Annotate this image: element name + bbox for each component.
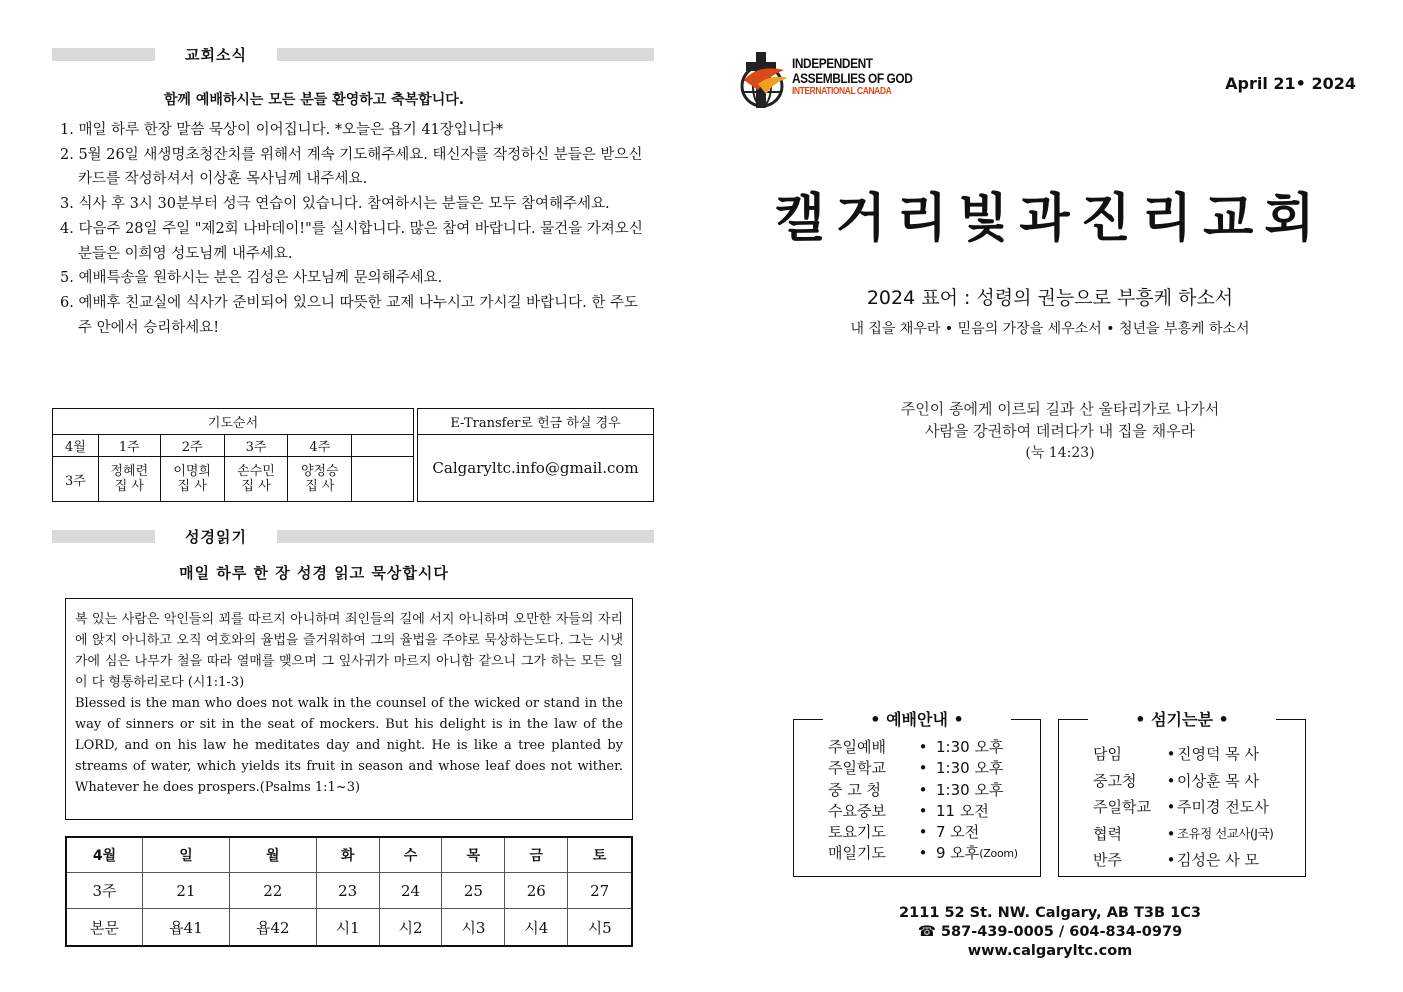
scripture-english: Blessed is the man who does not walk in the counsel of the wicked or stand in the way of sinners or sit in the seat of mockers. But his delight is in the law of the LORD, and on his law he meditates day and night. He is like a tree planted by streams of water, which yields its fruit in season and whose leaf does not wither. Whatever he does prospers.(Psalms 1:1~3) [75, 696, 623, 795]
minister-role: 반주 [1093, 851, 1122, 869]
logo-line: INDEPENDENT [792, 55, 873, 71]
minister-name: 이상훈 목 사 [1177, 771, 1259, 790]
minister-name: 주미경 전도사 [1177, 798, 1269, 816]
plan-date-cell: 3주 [66, 873, 143, 909]
service-name: 토요기도 [828, 823, 886, 842]
news-item: 5. 예배특송을 원하시는 분은 김성은 사모님께 문의해주세요. [60, 270, 443, 287]
minister-name: 김성은 사 모 [1177, 851, 1259, 869]
news-section-title: 교회소식 [185, 46, 247, 64]
church-name: 캘거리빛과진리교회 [774, 189, 1326, 249]
prayer-week-label: 2주 [160, 435, 224, 457]
prayer-person-title: 집 사 [177, 479, 207, 494]
service-row [828, 822, 1018, 843]
bullet-separator: • [918, 780, 928, 799]
verse-line: 사람을 강권하여 데려다가 내 집을 채우라 [924, 422, 1196, 440]
plan-date-cell: 25 [442, 873, 505, 909]
news-item: 6. 예배후 친교실에 식사가 준비되어 있으니 따뜻한 교제 나누시고 가시길 바랍니다. 한 주도 주 안에서 승리하세요! [60, 294, 639, 336]
globe-cross-icon [738, 50, 794, 110]
verse-line: 주인이 종에게 이르되 길과 산 울타리가로 나가서 [900, 400, 1220, 418]
prayer-person-name: 이명희 [173, 464, 211, 479]
prayer-person-title: 집 사 [114, 479, 144, 494]
prayer-person-name: 손수민 [237, 464, 275, 479]
prayer-person [160, 457, 224, 502]
logo-line: ASSEMBLIES OF GOD [792, 70, 913, 86]
service-row [828, 801, 1018, 822]
plan-header-cell: 월 [229, 837, 316, 873]
minister-row [1093, 821, 1273, 848]
prayer-person-name: 정혜련 [110, 464, 149, 479]
news-item: 3. 식사 후 3시 30분부터 성극 연습이 있습니다. 참여하시는 분들은 모두 참여해주세요. [60, 196, 610, 213]
service-name: 주일예배 [828, 738, 886, 756]
prayer-person-name: 양정승 [301, 464, 339, 479]
service-time: 7 오전 [936, 823, 980, 842]
service-time: 1:30 오후 [936, 738, 1004, 756]
plan-header-cell: 목 [442, 837, 505, 873]
header-bar [277, 48, 654, 61]
minister-role: 담임 [1093, 745, 1122, 763]
bullet-separator: • [918, 823, 928, 842]
minister-info-title: • 섬기는분 • [1135, 710, 1229, 729]
prayer-person [288, 457, 352, 502]
header-bar [277, 530, 654, 543]
etransfer-title: E-Transfer로 헌금 하실 경우 [418, 409, 654, 435]
prayer-current-week: 3주 [53, 457, 99, 502]
service-info-title: • 예배안내 • [870, 710, 964, 729]
service-time: 9 오후 [936, 844, 980, 863]
service-info-box [793, 710, 1041, 877]
reading-section-header [52, 528, 654, 546]
reading-plan-table [65, 836, 633, 947]
service-name: 주일학교 [828, 759, 886, 778]
prayer-person [98, 457, 160, 502]
prayer-person-title: 집 사 [241, 479, 271, 494]
plan-text-cell: 시2 [379, 909, 442, 946]
prayer-week-label: 3주 [224, 435, 288, 457]
plan-date-cell: 27 [568, 873, 632, 909]
bullet-separator: • [1166, 798, 1176, 816]
verse-reference: (눅 14:23) [1025, 445, 1095, 461]
plan-header-cell: 4월 [66, 837, 143, 873]
iag-logo [738, 50, 928, 110]
bullet-separator: • [1166, 851, 1176, 869]
reading-subtitle: 매일 하루 한 장 성경 읽고 묵상합시다 [179, 564, 449, 582]
plan-text-cell: 시3 [442, 909, 505, 946]
plan-text-cell: 시1 [316, 909, 379, 946]
header-bar [52, 530, 155, 543]
logo-wordmark [792, 56, 912, 97]
plan-header-cell: 금 [505, 837, 568, 873]
prayer-person [224, 457, 288, 502]
theme-verse [760, 398, 1360, 464]
motto-subtitle: 내 집을 채우라 • 믿음의 가장을 세우소서 • 청년을 부흥케 하소서 [850, 321, 1250, 337]
prayer-order-title: 기도순서 [53, 409, 414, 435]
plan-header-cell: 화 [316, 837, 379, 873]
scripture-box [65, 598, 633, 820]
plan-text-cell: 시4 [505, 909, 568, 946]
news-item: 1. 매일 하루 한장 말씀 묵상이 이어집니다. *오늘은 욥기 41장입니다* [60, 122, 504, 138]
minister-row [1093, 794, 1273, 821]
bullet-separator: • [1166, 824, 1176, 843]
street-address: 2111 52 St. NW. Calgary, AB T3B 1C3 [899, 905, 1201, 921]
bullet-separator: • [918, 759, 928, 778]
bullet-separator: • [1166, 745, 1176, 763]
prayer-order-table [52, 408, 654, 502]
service-name: 중 고 청 [828, 780, 882, 799]
service-row [828, 843, 1018, 864]
plan-date-cell: 24 [379, 873, 442, 909]
logo-line: INTERNATIONAL CANADA [792, 86, 892, 97]
welcome-message: 함께 예배하시는 모든 분들 환영하고 축복합니다. [163, 92, 465, 108]
service-name: 수요중보 [828, 801, 886, 820]
church-address-block [760, 904, 1340, 961]
phone-numbers: ☎ 587-439-0005 / 604-834-0979 [917, 924, 1183, 940]
plan-text-cell: 욥41 [143, 909, 230, 946]
minister-role: 중고청 [1093, 771, 1137, 790]
reading-section-title: 성경읽기 [185, 528, 247, 546]
news-section-header [52, 46, 654, 64]
service-row [828, 737, 1018, 758]
prayer-week-label: 1주 [98, 435, 160, 457]
year-motto: 2024 표어 : 성령의 권능으로 부흥케 하소서 [866, 287, 1234, 309]
service-note: (Zoom) [979, 847, 1018, 861]
prayer-person-title: 집 사 [305, 479, 335, 494]
plan-header-cell: 토 [568, 837, 632, 873]
service-name: 매일기도 [828, 844, 886, 863]
minister-role: 주일학교 [1093, 798, 1151, 816]
bullet-separator: • [918, 801, 928, 820]
prayer-month: 4월 [53, 435, 99, 457]
minister-row [1093, 741, 1273, 768]
plan-header-cell: 수 [379, 837, 442, 873]
bullet-separator: • [918, 844, 928, 863]
service-time: 11 오전 [936, 801, 989, 820]
minister-role: 협력 [1093, 824, 1122, 843]
minister-name: 조유정 선교사(J국) [1177, 825, 1274, 841]
minister-name: 진영덕 목 사 [1177, 745, 1259, 763]
service-row [828, 758, 1018, 779]
service-list [828, 737, 1018, 865]
prayer-week-label: 4주 [288, 435, 352, 457]
plan-text-cell: 본문 [66, 909, 143, 946]
news-item: 2. 5월 26일 새생명초청잔치를 위해서 계속 기도해주세요. 태신자를 작정하신 분들은 받으신 카드를 작성하셔서 이상훈 목사님께 내주세요. [60, 146, 643, 188]
minister-row [1093, 768, 1273, 795]
bullet-separator: • [918, 738, 928, 756]
service-row [828, 780, 1018, 801]
news-list [60, 118, 650, 340]
service-time: 1:30 오후 [936, 759, 1004, 778]
etransfer-email: Calgaryltc.info@gmail.com [418, 435, 654, 502]
plan-text-cell: 욥42 [229, 909, 316, 946]
scripture-korean: 복 있는 사람은 악인들의 꾀를 따르지 아니하며 죄인들의 길에 서지 아니하며 오만한 자들의 자리에 앉지 아니하고 오직 여호와의 율법을 즐거워하여 그의 율법을 주야로 묵상하는도다. 그는 시냇가에 심은 나무가 철을 따라 열매를 맺으며 그 잎사귀가 마르지 아니함 같으니 그가 하는 모든 일이 다 형통하리로다 (시1:1-3) [75, 612, 623, 690]
minister-row [1093, 847, 1273, 874]
plan-text-cell: 시5 [568, 909, 632, 946]
website-link[interactable]: www.calgaryltc.com [967, 943, 1133, 959]
minister-list [1093, 741, 1273, 874]
bullet-separator: • [1166, 771, 1176, 790]
plan-date-cell: 21 [143, 873, 230, 909]
bulletin-date: April 21• 2024 [1225, 74, 1356, 93]
service-time: 1:30 오후 [936, 780, 1004, 799]
header-bar [52, 48, 155, 61]
plan-date-cell: 22 [229, 873, 316, 909]
plan-header-cell: 일 [143, 837, 230, 873]
minister-info-box [1058, 710, 1306, 877]
news-item: 4. 다음주 28일 주일 "제2회 나바데이!"를 실시합니다. 많은 참여 바랍니다. 물건을 가져오신 분들은 이희영 성도님께 내주세요. [60, 220, 643, 262]
plan-date-cell: 26 [505, 873, 568, 909]
plan-date-cell: 23 [316, 873, 379, 909]
